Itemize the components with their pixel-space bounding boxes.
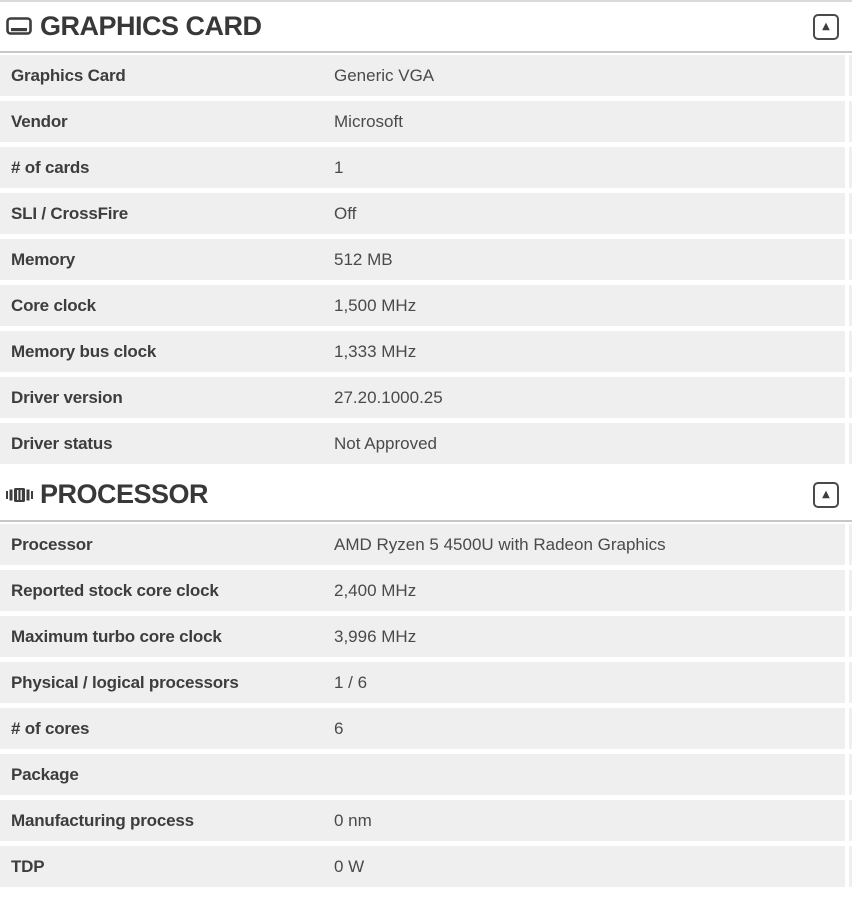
collapse-processor-button[interactable] xyxy=(813,482,839,508)
table-row xyxy=(0,377,852,418)
spec-value: Off xyxy=(334,203,357,223)
spec-label: Graphics Card xyxy=(11,65,126,85)
table-row xyxy=(0,846,852,887)
spec-label: Maximum turbo core clock xyxy=(11,626,222,646)
spec-value: 2,400 MHz xyxy=(334,580,417,600)
spec-label: Physical / logical processors xyxy=(11,672,239,692)
graphics-card-rows xyxy=(0,55,852,464)
table-row xyxy=(0,423,852,464)
spec-value: 1,333 MHz xyxy=(334,341,417,361)
collapse-arrow-icon: ▲ xyxy=(822,20,830,32)
spec-value: 0 nm xyxy=(334,810,372,830)
spec-label: TDP xyxy=(11,856,45,876)
spec-value: 0 W xyxy=(334,856,365,876)
collapse-arrow-icon: ▲ xyxy=(822,488,830,500)
spec-label: Manufacturing process xyxy=(11,810,194,830)
spec-value: 1 xyxy=(334,157,344,177)
spec-label: Package xyxy=(11,764,79,784)
monitor-icon xyxy=(4,15,34,39)
processor-header xyxy=(0,469,852,522)
table-row xyxy=(0,662,852,703)
spec-value: AMD Ryzen 5 4500U with Radeon Graphics xyxy=(334,534,666,554)
spec-value: 6 xyxy=(334,718,344,738)
spec-value: 1 / 6 xyxy=(334,672,368,692)
graphics-card-header xyxy=(0,0,852,53)
processor-rows xyxy=(0,524,852,887)
table-row xyxy=(0,193,852,234)
spec-value: 27.20.1000.25 xyxy=(334,387,443,407)
spec-label: Driver status xyxy=(11,433,113,453)
section-title-graphics-card: GRAPHICS CARD xyxy=(40,11,262,41)
cpu-chip-icon xyxy=(4,483,34,507)
spec-value: 3,996 MHz xyxy=(334,626,417,646)
spec-label: Memory xyxy=(11,249,75,269)
spec-value: Not Approved xyxy=(334,433,438,453)
table-row xyxy=(0,800,852,841)
spec-value: 1,500 MHz xyxy=(334,295,417,315)
collapse-graphics-card-button[interactable] xyxy=(813,14,839,40)
spec-label: SLI / CrossFire xyxy=(11,203,128,223)
spec-label: # of cores xyxy=(11,718,90,738)
table-row xyxy=(0,147,852,188)
spec-label: Processor xyxy=(11,534,93,554)
section-title-processor: PROCESSOR xyxy=(40,479,209,509)
table-row xyxy=(0,239,852,280)
spec-value: 512 MB xyxy=(334,249,393,269)
table-row xyxy=(0,101,852,142)
table-row xyxy=(0,331,852,372)
spec-label: Memory bus clock xyxy=(11,341,157,361)
spec-label: # of cards xyxy=(11,157,90,177)
spec-value: Microsoft xyxy=(334,111,403,131)
table-row xyxy=(0,524,852,565)
section-processor xyxy=(0,469,852,887)
spec-label: Core clock xyxy=(11,295,96,315)
table-row xyxy=(0,570,852,611)
spec-label: Vendor xyxy=(11,111,68,131)
spec-value: Generic VGA xyxy=(334,65,435,85)
table-row xyxy=(0,285,852,326)
table-row xyxy=(0,616,852,657)
spec-label: Reported stock core clock xyxy=(11,580,219,600)
table-row xyxy=(0,708,852,749)
spec-label: Driver version xyxy=(11,387,123,407)
table-row xyxy=(0,754,852,795)
table-row xyxy=(0,55,852,96)
